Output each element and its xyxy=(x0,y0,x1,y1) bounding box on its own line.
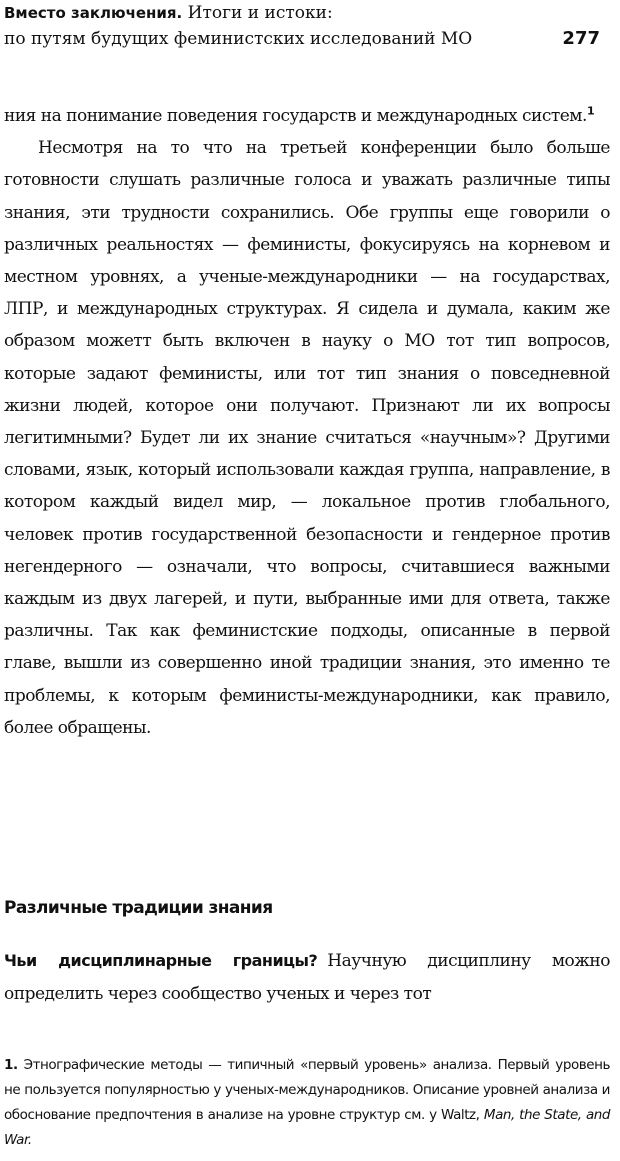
subsection-paragraph xyxy=(4,944,610,1011)
page-number: 277 xyxy=(562,28,600,49)
footnote-book-title: Man, the State, and War. xyxy=(4,1107,611,1148)
footnote-number: 1. xyxy=(4,1057,18,1073)
footnote xyxy=(4,1053,610,1153)
body-text xyxy=(4,100,610,744)
chapter-title: Итоги и истоки: xyxy=(187,3,333,23)
chapter-label: Вместо заключения. xyxy=(4,4,183,22)
chapter-subtitle: по путям будущих феминистских исследований МО xyxy=(4,29,473,49)
paragraph-text: ния на понимание поведения государств и международных систем. xyxy=(4,106,587,126)
runin-heading: Чьи дисциплинарные границы? xyxy=(4,951,318,970)
footnote-text: Этнографические методы — типичный «первый уровень» анализа. Первый уровень не пользуется популярностью у ученых-международников. Описание уровней анализа и обоснование предпочтения в анализе на уровне структур см. у Waltz, xyxy=(4,1057,610,1123)
footnote-reference[interactable]: 1 xyxy=(586,104,595,118)
running-head-line-2 xyxy=(4,28,604,50)
running-head-line-1 xyxy=(4,2,604,24)
paragraph xyxy=(4,100,610,132)
paragraph: Несмотря на то что на третьей конференции было больше готовности слушать различные голоса и уважать различные типы знания, эти трудности сохранились. Обе группы еще говорили о различных реальностях — феминисты, фокусируясь на корневом и местном уровнях, а ученые-международники — на государствах, ЛПР, и международных структурах. Я сидела и думала, каким же образом можетт быть включен в науку о МО тот тип вопросов, которые задают феминисты, или тот тип знания о повседневной жизни людей, которое они получают. Признают ли их вопросы легитимными? Будет ли их знание считаться «научным»? Другими словами, язык, который использовали каждая группа, направление, в котором каждый видел мир, — локальное против глобального, человек против государственной безопасности и гендерное против негендерного — означали, что вопросы, считавшиеся важными каждым из двух лагерей, и пути, выбранные ими для ответа, также различны. Так как феминистские подходы, описанные в первой главе, вышли из совершенно иной традиции знания, это именно те проблемы, к которым феминисты-международники, как правило, более обращены. xyxy=(4,138,610,738)
subsection-text: Научную дисциплину можно определить через сообщество ученых и через тот xyxy=(4,951,611,1004)
section-heading: Различные традиции знания xyxy=(4,898,273,918)
running-head xyxy=(4,2,604,50)
